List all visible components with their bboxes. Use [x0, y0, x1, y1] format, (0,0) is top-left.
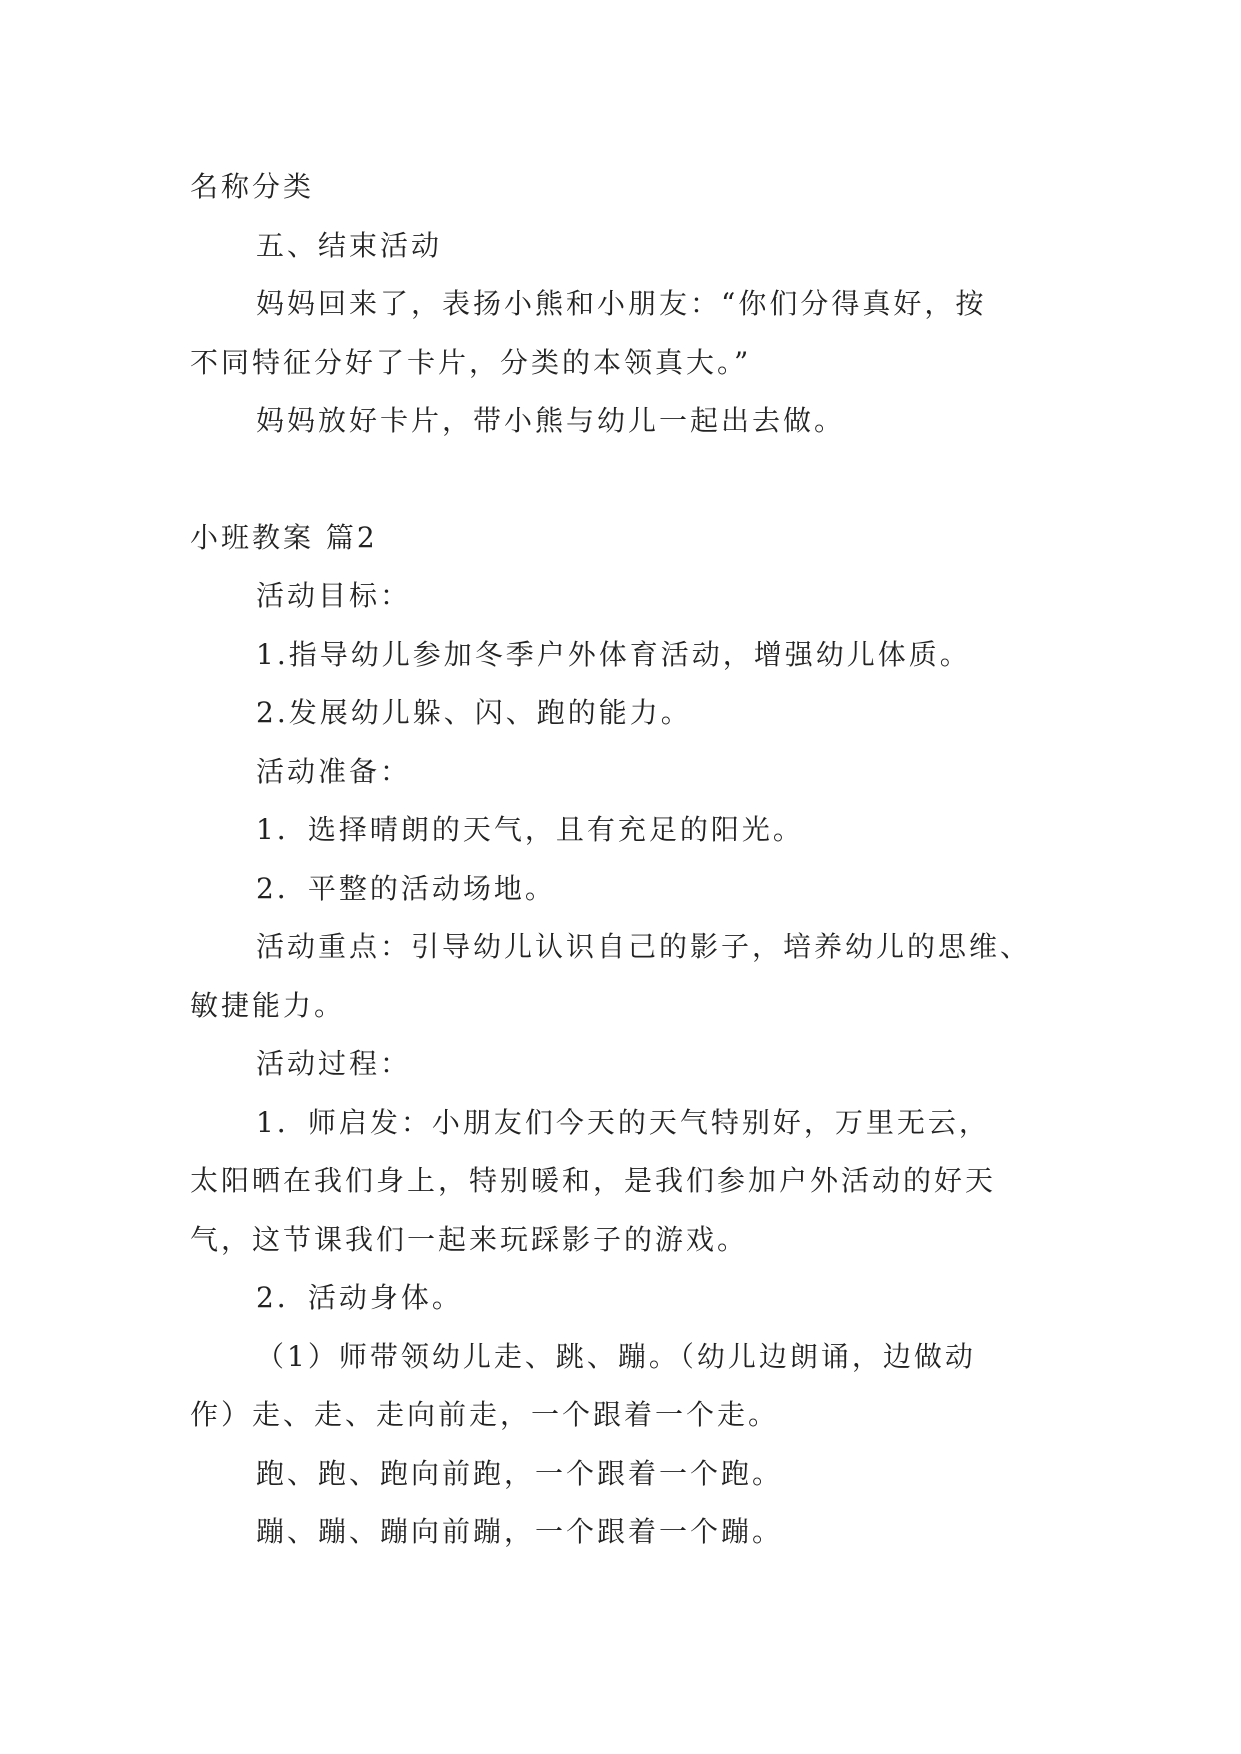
lesson-title: 小班教案 篇2 [190, 520, 378, 554]
list-item: 2．平整的活动场地。 [256, 871, 556, 905]
paragraph-line: 不同特征分好了卡片，分类的本领真大。” [190, 345, 752, 379]
text-line: 名称分类 [190, 170, 315, 203]
paragraph-line: 跑、跑、跑向前跑，一个跟着一个跑。 [256, 1456, 784, 1490]
section-heading: 活动过程： [256, 1047, 412, 1080]
section-heading: 活动准备： [256, 754, 412, 788]
paragraph-line: 气，这节课我们一起来玩踩影子的游戏。 [190, 1222, 749, 1256]
paragraph-line: 敏捷能力。 [190, 988, 346, 1022]
paragraph-line: 活动重点：引导幼儿认识自己的影子，培养幼儿的思维、 [256, 930, 1032, 963]
section-heading: 活动目标： [256, 579, 412, 612]
paragraph-line: 妈妈放好卡片，带小熊与幼儿一起出去做。 [256, 404, 846, 437]
document-body [190, 158, 1060, 1562]
paragraph-line: 作）走、走、走向前走，一个跟着一个走。 [190, 1398, 780, 1431]
paragraph-line: 妈妈回来了，表扬小熊和小朋友：“你们分得真好，按 [256, 287, 987, 320]
section-heading: 五、结束活动 [256, 228, 443, 262]
paragraph-line: （1）师带领幼儿走、跳、蹦。（幼儿边朗诵，边做动 [256, 1339, 976, 1373]
section-gap [190, 451, 1060, 509]
list-item: 1．选择晴朗的天气，且有充足的阳光。 [256, 813, 804, 846]
list-item: 2．活动身体。 [256, 1281, 463, 1314]
list-item: 2.发展幼儿躲、闪、跑的能力。 [256, 696, 692, 729]
paragraph-line: 1．师启发：小朋友们今天的天气特别好，万里无云， [256, 1105, 990, 1139]
list-item: 1.指导幼儿参加冬季户外体育活动，增强幼儿体质。 [256, 637, 971, 671]
paragraph-line: 太阳晒在我们身上，特别暖和，是我们参加户外活动的好天 [190, 1164, 997, 1197]
paragraph-line: 蹦、蹦、蹦向前蹦，一个跟着一个蹦。 [256, 1515, 784, 1548]
